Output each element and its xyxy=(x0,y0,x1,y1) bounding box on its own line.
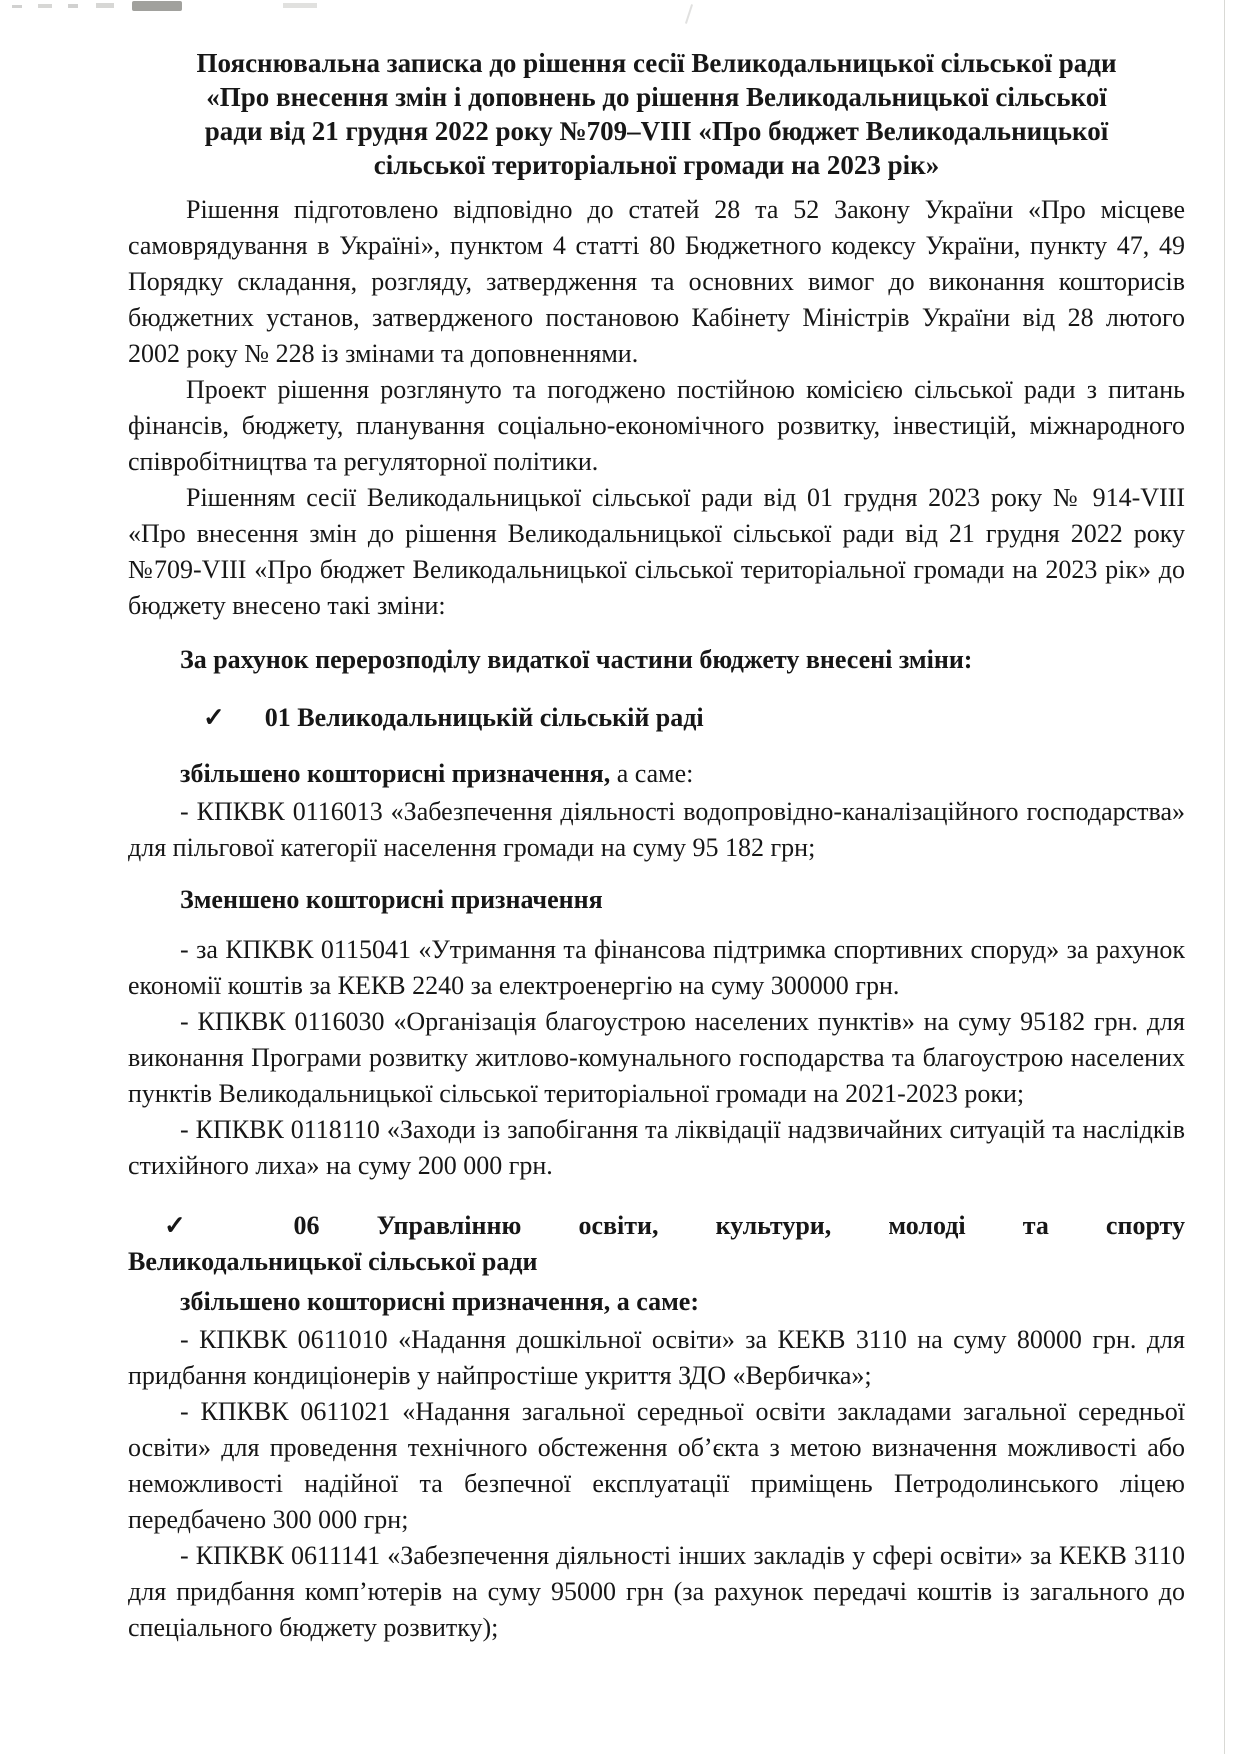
document-content xyxy=(128,46,1185,1646)
increase-heading-tail: а саме: xyxy=(610,1287,699,1316)
budget-item: - КПКВК 0611141 «Забезпечення діяльності інших закладів у сфері освіти» за КЕКВ 3110 для придбання комп’ютерів на суму 95000 грн (за рахунок передачі коштів із загального до спеціального бюджету розвитку); xyxy=(128,1541,1185,1642)
title-line: «Про внесення змін і доповнень до рішення Великодальницької сільської xyxy=(206,82,1107,112)
budget-item: - КПКВК 0611010 «Надання дошкільної освіти» за КЕКВ 3110 на суму 80000 грн. для придбання кондиціонерів у найпростіше укриття ЗДО «Вербичка»; xyxy=(128,1325,1185,1390)
section-01-title-line xyxy=(128,700,1185,736)
increase-heading-bold: збільшено кошторисні призначення, xyxy=(180,759,611,788)
scan-edge-line xyxy=(1224,0,1225,1754)
scan-artifact xyxy=(685,4,693,24)
section-01-increase-heading xyxy=(128,756,1185,792)
scan-artifact xyxy=(96,3,114,8)
checkmark-icon: ✓ xyxy=(164,1211,237,1240)
reallocation-heading: За рахунок перерозподілу видаткої частини бюджету внесені зміни: xyxy=(180,645,973,674)
checkmark-icon: ✓ xyxy=(203,703,225,732)
intro-paragraph: Рішенням сесії Великодальницької сільської ради від 01 грудня 2023 року № 914-VIII «Про внесення змін до рішення Великодальницької сільської ради від 21 грудня 2022 року №709-VIII «Про бюджет Великодальницької сільської територіальної громади на 2023 рік» до бюджету внесено такі зміни: xyxy=(128,483,1185,620)
scan-artifact xyxy=(132,1,182,11)
section-06-title-part2: Великодальницької сільської ради xyxy=(128,1247,538,1276)
section-06-title-line xyxy=(128,1208,1185,1244)
budget-item: - КПКВК 0116030 «Організація благоустрою населених пунктів» на суму 95182 грн. для виконання Програми розвитку житлово-комунального господарства та благоустрою населених пунктів Великодальницької сільської територіальної громади на 2021-2023 роки; xyxy=(128,1007,1185,1108)
increase-heading-bold: збільшено кошторисні призначення, xyxy=(180,1287,611,1316)
budget-item: - КПКВК 0118110 «Заходи із запобігання та ліквідації надзвичайних ситуацій та наслідків стихійного лиха» на суму 200 000 грн. xyxy=(128,1115,1185,1180)
title-line: сільської територіальної громади на 2023 рік» xyxy=(373,150,940,180)
budget-item: - КПКВК 0116013 «Забезпечення діяльності водопровідно-каналізаційного господарства» для пільгової категорії населення громади на суму 95 182 грн; xyxy=(128,797,1185,862)
section-01-title: 01 Великодальницькій сільській раді xyxy=(264,703,704,732)
title-line: Пояснювальна записка до рішення сесії Великодальницької сільської ради xyxy=(196,48,1117,78)
intro-paragraph: Проект рішення розглянуто та погоджено постійною комісією сільської ради з питань фінансів, бюджету, планування соціально-економічного розвитку, інвестицій, міжнародного співробітництва та регуляторної політики. xyxy=(128,375,1185,476)
section-01-decrease-heading: Зменшено кошторисні призначення xyxy=(180,885,603,914)
scan-artifact xyxy=(68,4,78,8)
budget-item: - за КПКВК 0115041 «Утримання та фінансова підтримка спортивних споруд» за рахунок економії коштів за КЕКВ 2240 за електроенергію на суму 300000 грн. xyxy=(128,935,1185,1000)
section-06-increase-heading xyxy=(128,1284,1185,1320)
document-title xyxy=(128,46,1185,182)
title-line: ради від 21 грудня 2022 року №709–VIII «Про бюджет Великодальницької xyxy=(204,116,1109,146)
scan-artifact xyxy=(12,5,22,8)
budget-item: - КПКВК 0611021 «Надання загальної середньої освіти закладами загальної середньої освіти» для проведення технічного обстеження об’єкта з метою визначення можливості або неможливості надійної та безпечної експлуатації приміщень Петродолинського ліцею передбачено 300 000 грн; xyxy=(128,1397,1185,1534)
scan-artifact xyxy=(283,3,317,8)
scan-artifact xyxy=(38,4,52,8)
intro-paragraph: Рішення підготовлено відповідно до статей 28 та 52 Закону України «Про місцеве самоврядування в Україні», пунктом 4 статті 80 Бюджетного кодексу України, пункту 47, 49 Порядку складання, розгляду, затвердження та основних вимог до виконання кошторисів бюджетних установ, затвердженого постановою Кабінету Міністрів України від 28 лютого 2002 року № 228 із змінами та доповненнями. xyxy=(128,195,1185,368)
section-06-title-part1: 06 Управлінню освіти, культури, молоді та спорту xyxy=(293,1211,1185,1240)
increase-heading-tail: а саме: xyxy=(610,759,694,788)
